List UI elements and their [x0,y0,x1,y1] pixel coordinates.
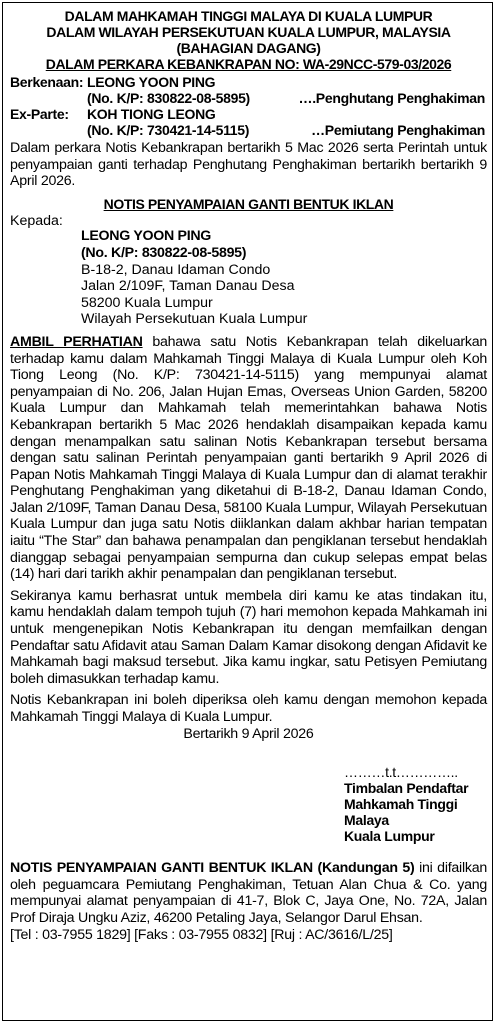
filing-text: ini difailkan oleh peguamcara Pemiutang Penghakiman, Tetuan Alan Chua & Co. yang mempunyai alamat penyampaian di 41-7, Blok C, Jaya One, No. 72A, Jalan Prof Diraja Ungku Aziz, 46200 Petaling Jaya, Selangor Darul Ehsan. [10,860,487,926]
creditor-role: …Pemiutang Penghakiman [311,122,485,138]
recipient-name: LEONG YOON PING [81,228,212,245]
contact-line: [Tel : 03-7955 1829] [Faks : 03-7955 0832] [Ruj : AC/3616/L/25] [10,926,393,943]
creditor-row [10,106,487,122]
court-jurisdiction: DALAM WILAYAH PERSEKUTUAN KUALA LUMPUR, MALAYSIA [46,24,451,40]
creditor-name: KOH TIONG LEONG [87,106,216,122]
court-division: (BAHAGIAN DAGANG) [176,40,321,56]
take-notice-lead: AMBIL PERHATIAN [10,333,143,350]
take-notice-paragraph [10,334,487,583]
court-header [10,8,487,72]
berkenaan-label: Berkenaan: [10,74,84,90]
signatory-title-4: Kuala Lumpur [344,828,435,845]
debtor-row [10,74,487,90]
debtor-name: LEONG YOON PING [87,74,216,90]
inspection-paragraph: Notis Kebankrapan ini boleh diperiksa oleh kamu dengan memohon kepada Mahkamah Tinggi Malaya di Kuala Lumpur. [10,692,487,725]
address-line-3: 58200 Kuala Lumpur [81,294,213,311]
creditor-ic-row [10,122,487,138]
recipient-address [10,228,487,328]
dated-line: Bertarikh 9 April 2026 [183,725,314,742]
parties-block [10,74,487,138]
take-notice-text: bahawa satu Notis Kebankrapan telah dikeluarkan terhadap kamu dalam Mahkamah Tinggi Malaya di Kuala Lumpur oleh Koh Tiong Leong (No. K/P: 730421-14-5115) yang mempunyai alamat penyampaian di No. 206, Jalan Hujan Emas, Overseas Union Garden, 58200 Kuala Lumpur dan Mahkamah telah memerintahkan bahawa Notis Kebankrapan bertarikh 5 Mac 2026 hendaklah disampaikan kepada kamu dengan menampalkan satu salinan Notis Kebankrapan tersebut bersama dengan satu salinan Perintah penyampaian ganti bertarikh 9 April 2026 di Papan Notis Mahkamah Tinggi Malaya di Kuala Lumpur dan di alamat terakhir Penghutang Penghakiman yang diketahui di B-18-2, Danau Idaman Condo, Jalan 2/109F, Taman Danau Desa, 58100 Kuala Lumpur, Wilayah Persekutuan Kuala Lumpur dan juga satu Notis diiklankan dalam akhbar harian tempatan iaitu “The Star” dan bahawa penampalan dan pengiklanan tersebut hendaklah dianggap sebagai penyampaian sempurna dan cukup selepas empat belas (14) hari dari tarikh akhir penampalan dan pengiklanan tersebut. [10,333,487,583]
signature-dots: ………t.t………….. [344,764,458,781]
defence-paragraph: Sekiranya kamu berhasrat untuk membela diri kamu ke atas tindakan itu, kamu hendaklah dalam tempoh tujuh (7) hari memohon kepada Mahkamah ini untuk mengenepikan Notis Kebankrapan itu dengan memfailkan dengan Pendaftar satu Afidavit atau Saman Dalam Kamar disokong dengan Afidavit ke Mahkamah bagi maksud tersebut. Jika kamu ingkar, satu Petisyen Pemiutang boleh dimasukkan terhadap kamu. [10,587,487,687]
notice-title: NOTIS PENYAMPAIAN GANTI BENTUK IKLAN [103,195,394,212]
debtor-ic: (No. K/P: 830822-08-5895) [87,90,250,106]
signatory-title-1: Timbalan Pendaftar [344,780,469,797]
legal-notice [10,8,487,943]
filing-paragraph [10,860,487,926]
signatory-title-2: Mahkamah Tinggi [344,796,458,813]
address-line-1: B-18-2, Danau Idaman Condo [81,261,271,278]
exparte-label: Ex-Parte: [10,106,69,122]
recipient-ic: (No. K/P: 830822-08-5895) [81,244,247,261]
signature-block [10,764,487,844]
debtor-role: ….Penghutang Penghakiman [298,90,485,106]
kepada-label: Kepada: [10,212,63,229]
intro-paragraph: Dalam perkara Notis Kebankrapan bertarikh 5 Mac 2026 serta Perintah untuk penyampaian ganti terhadap Penghutang Penghakiman bertarikh bertarikh 9 April 2026. [10,140,487,190]
address-line-2: Jalan 2/109F, Taman Danau Desa [81,278,295,295]
filing-lead: NOTIS PENYAMPAIAN GANTI BENTUK IKLAN (Kandungan 5) [10,860,415,877]
address-line-4: Wilayah Persekutuan Kuala Lumpur [81,311,308,328]
debtor-ic-row [10,90,487,106]
case-number: DALAM PERKARA KEBANKRAPAN NO: WA-29NCC-579-03/2026 [45,56,452,72]
creditor-ic: (No. K/P: 730421-14-5115) [87,122,250,138]
court-name: DALAM MAHKAMAH TINGGI MALAYA DI KUALA LUMPUR [64,8,433,24]
signatory-title-3: Malaya [344,812,389,829]
